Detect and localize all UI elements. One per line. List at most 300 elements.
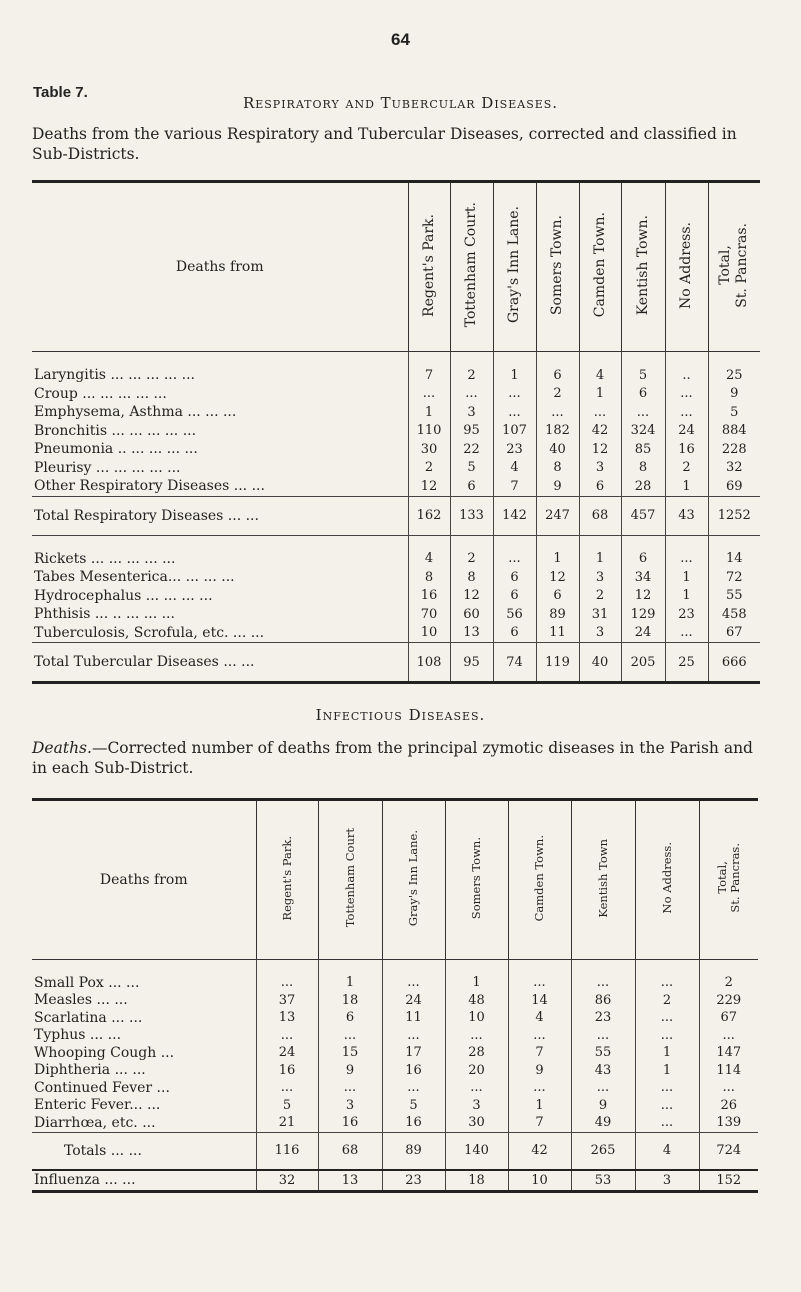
cell-value: 18	[445, 1170, 508, 1192]
table-row	[32, 974, 758, 992]
cell-value: 95	[450, 422, 493, 441]
cell-value: 142	[493, 496, 536, 535]
column-header-line: Gray's Inn Lane.	[406, 829, 420, 927]
row-header: Deaths from	[32, 182, 408, 352]
table-row	[32, 403, 760, 422]
spacer-cell	[579, 535, 621, 550]
cell-value: ...	[621, 403, 665, 422]
row-label: Pneumonia .. ... ... ... ...	[34, 441, 198, 458]
table-row	[32, 568, 760, 587]
column-header-text	[592, 212, 609, 317]
cell-value: 25	[708, 366, 760, 385]
cell-value: 3	[579, 624, 621, 643]
cell-value: 6	[493, 624, 536, 643]
column-header-line: St. Pancras.	[727, 843, 742, 913]
table-row	[32, 440, 760, 459]
cell-value: 67	[699, 1009, 758, 1027]
cell-value: 10	[445, 1009, 508, 1027]
column-header-line: Regent's Park.	[279, 835, 294, 921]
cell-value: 31	[579, 605, 621, 624]
cell-value: 265	[571, 1132, 635, 1170]
cell-value: 12	[579, 440, 621, 459]
cell-value: 74	[493, 643, 536, 683]
cell-value: 55	[708, 587, 760, 606]
column-header	[318, 800, 382, 960]
cell-value: 6	[536, 587, 579, 606]
cell-value: 140	[445, 1132, 508, 1170]
cell-value: 3	[318, 1097, 382, 1115]
cell-value: 139	[699, 1114, 758, 1132]
column-header	[571, 800, 635, 960]
cell-value: ...	[635, 1114, 699, 1132]
cell-value: 8	[408, 568, 450, 587]
cell-value: 10	[408, 624, 450, 643]
cell-value: 24	[621, 624, 665, 643]
table-row	[32, 496, 760, 535]
cell-value: 108	[408, 643, 450, 683]
cell-value: 3	[450, 403, 493, 422]
cell-value: 42	[508, 1132, 571, 1170]
table-row	[32, 1009, 758, 1027]
respiratory-intro: Deaths from the various Respiratory and Tubercular Diseases, corrected and classified in Sub-Districts.	[32, 125, 737, 163]
respiratory-table	[32, 180, 760, 684]
column-header-text	[549, 215, 566, 315]
column-header-text	[506, 206, 523, 323]
spacer-cell	[621, 535, 665, 550]
cell-value: 23	[665, 605, 708, 624]
cell-value: 1	[536, 550, 579, 569]
cell-value: 11	[382, 1009, 445, 1027]
column-header	[256, 800, 318, 960]
column-header-line: No Address.	[659, 842, 674, 914]
cell-value: ..	[665, 366, 708, 385]
row-label: Phthisis ... .. ... ... ...	[34, 606, 175, 623]
row-label: Continued Fever ...	[34, 1079, 170, 1096]
cell-value: 34	[621, 568, 665, 587]
spacer-cell	[665, 535, 708, 550]
spacer-cell	[32, 535, 408, 550]
table-row	[32, 1170, 758, 1192]
row-label: Typhus ... ...	[34, 1027, 122, 1044]
column-header	[382, 800, 445, 960]
spacer-cell	[536, 535, 579, 550]
column-header-line: No Address.	[678, 221, 694, 309]
cell-value: 2	[635, 992, 699, 1010]
cell-value: 11	[536, 624, 579, 643]
cell-value: 70	[408, 605, 450, 624]
column-header-text	[463, 202, 480, 327]
cell-value: 1	[665, 568, 708, 587]
cell-value: 6	[493, 587, 536, 606]
row-label: Diphtheria ... ...	[34, 1062, 146, 1079]
cell-value: 6	[450, 477, 493, 496]
table-row	[32, 1079, 758, 1097]
cell-value: 107	[493, 422, 536, 441]
cell-value: 55	[571, 1044, 635, 1062]
cell-value: 72	[708, 568, 760, 587]
table-row	[32, 1062, 758, 1080]
cell-value: 2	[450, 550, 493, 569]
row-label: Rickets ... ... ... ... ...	[34, 550, 176, 567]
spacer-cell	[508, 960, 571, 975]
cell-value: 8	[450, 568, 493, 587]
cell-value: 12	[408, 477, 450, 496]
cell-value: 16	[382, 1114, 445, 1132]
cell-value: 17	[382, 1044, 445, 1062]
spacer-cell	[708, 535, 760, 550]
table-row	[32, 459, 760, 478]
cell-value: 37	[256, 992, 318, 1010]
spacer-cell	[493, 352, 536, 367]
cell-value: 7	[508, 1044, 571, 1062]
cell-value: 2	[450, 366, 493, 385]
cell-value: 6	[579, 477, 621, 496]
row-label: Totals ... ...	[32, 1132, 256, 1170]
cell-value: 7	[493, 477, 536, 496]
column-header-text	[716, 843, 742, 913]
cell-value: ...	[536, 403, 579, 422]
cell-value: 68	[318, 1132, 382, 1170]
cell-value: ...	[571, 1079, 635, 1097]
column-header-line: Somers Town.	[549, 214, 565, 316]
cell-value: ...	[571, 1027, 635, 1045]
column-header	[536, 182, 579, 352]
cell-value: 5	[708, 403, 760, 422]
spacer-cell	[318, 960, 382, 975]
cell-value: ...	[665, 403, 708, 422]
cell-value: 4	[508, 1009, 571, 1027]
cell-value: 4	[635, 1132, 699, 1170]
cell-value: 152	[699, 1170, 758, 1192]
column-header-line: Camden Town.	[591, 212, 608, 318]
cell-value: 2	[536, 385, 579, 404]
column-header-line: Kentish Town	[595, 838, 610, 918]
cell-value: 67	[708, 624, 760, 643]
cell-value: 4	[493, 459, 536, 478]
cell-value: 16	[408, 587, 450, 606]
table-row	[32, 992, 758, 1010]
column-header-text	[407, 830, 420, 926]
column-header-text	[470, 837, 483, 919]
cell-value: 119	[536, 643, 579, 683]
cell-value: ...	[635, 1027, 699, 1045]
cell-value: 42	[579, 422, 621, 441]
cell-value: 32	[256, 1170, 318, 1192]
cell-value: 12	[450, 587, 493, 606]
cell-value: ...	[256, 974, 318, 992]
column-header-text	[281, 836, 294, 921]
cell-value: 95	[450, 643, 493, 683]
cell-value: 24	[382, 992, 445, 1010]
cell-value: 69	[708, 477, 760, 496]
cell-value: 6	[536, 366, 579, 385]
cell-value: 5	[621, 366, 665, 385]
spacer-cell	[445, 960, 508, 975]
cell-value: ...	[665, 385, 708, 404]
row-label: Bronchitis ... ... ... ... ...	[34, 422, 197, 439]
column-header-line: Total,	[717, 245, 734, 285]
spacer-cell	[708, 352, 760, 367]
cell-value: 1	[408, 403, 450, 422]
cell-value: 68	[579, 496, 621, 535]
cell-value: 4	[579, 366, 621, 385]
table-row	[32, 385, 760, 404]
cell-value: 16	[256, 1062, 318, 1080]
cell-value: ...	[493, 550, 536, 569]
column-header	[699, 800, 758, 960]
cell-value: 24	[665, 422, 708, 441]
cell-value: 1	[635, 1062, 699, 1080]
cell-value: ...	[665, 624, 708, 643]
cell-value: 110	[408, 422, 450, 441]
cell-value: 129	[621, 605, 665, 624]
cell-value: 3	[579, 459, 621, 478]
cell-value: 10	[508, 1170, 571, 1192]
cell-value: ...	[450, 385, 493, 404]
row-label: Total Tubercular Diseases ... ...	[32, 643, 408, 683]
cell-value: ...	[699, 1079, 758, 1097]
cell-value: 2	[579, 587, 621, 606]
column-header-text	[635, 215, 652, 315]
cell-value: 12	[536, 568, 579, 587]
column-header-text	[344, 828, 357, 927]
cell-value: 13	[450, 624, 493, 643]
cell-value: ...	[665, 550, 708, 569]
cell-value: 9	[571, 1097, 635, 1115]
row-label: Tabes Mesenterica... ... ... ...	[34, 569, 235, 586]
cell-value: 1	[665, 477, 708, 496]
cell-value: 2	[699, 974, 758, 992]
cell-value: 1	[665, 587, 708, 606]
row-label: Pleurisy ... ... ... ... ...	[34, 459, 181, 476]
cell-value: 3	[635, 1170, 699, 1192]
column-header-line: Tottenham Court	[342, 828, 357, 928]
cell-value: 4	[408, 550, 450, 569]
infectious-intro	[32, 738, 760, 778]
row-label: Total Respiratory Diseases ... ...	[32, 496, 408, 535]
cell-value: 7	[508, 1114, 571, 1132]
column-header-line: Somers Town.	[469, 836, 483, 920]
cell-value: 147	[699, 1044, 758, 1062]
column-header-line: Camden Town.	[532, 834, 546, 922]
cell-value: ...	[256, 1027, 318, 1045]
row-label: Whooping Cough ...	[34, 1044, 175, 1061]
spacer-cell	[635, 960, 699, 975]
spacer-cell	[621, 352, 665, 367]
column-header-text	[421, 214, 438, 317]
cell-value: 60	[450, 605, 493, 624]
cell-value: ...	[699, 1027, 758, 1045]
cell-value: 228	[708, 440, 760, 459]
cell-value: 89	[382, 1132, 445, 1170]
cell-value: ...	[445, 1079, 508, 1097]
cell-value: 20	[445, 1062, 508, 1080]
column-header-line: Kentish Town.	[634, 214, 651, 316]
table-row	[32, 587, 760, 606]
cell-value: 3	[579, 568, 621, 587]
column-header	[665, 182, 708, 352]
table-row	[32, 1132, 758, 1170]
column-header-text	[597, 839, 610, 918]
cell-value: 24	[256, 1044, 318, 1062]
cell-value: ...	[382, 1079, 445, 1097]
table-row	[32, 550, 760, 569]
intro-italic: Deaths.	[32, 739, 92, 757]
column-header-line: St. Pancras.	[734, 222, 751, 308]
spacer-cell	[408, 352, 450, 367]
cell-value: 12	[621, 587, 665, 606]
column-header	[621, 182, 665, 352]
cell-value: ...	[508, 1079, 571, 1097]
column-header	[450, 182, 493, 352]
cell-value: 48	[445, 992, 508, 1010]
cell-value: ...	[508, 1027, 571, 1045]
cell-value: ...	[318, 1079, 382, 1097]
column-header	[579, 182, 621, 352]
cell-value: 116	[256, 1132, 318, 1170]
spacer-cell	[493, 535, 536, 550]
spacer-cell	[450, 535, 493, 550]
cell-value: 133	[450, 496, 493, 535]
page-number: 64	[391, 30, 410, 49]
cell-value: 26	[699, 1097, 758, 1115]
cell-value: 182	[536, 422, 579, 441]
cell-value: 1252	[708, 496, 760, 535]
infectious-heading: Infectious Diseases.	[315, 706, 486, 724]
cell-value: 23	[571, 1009, 635, 1027]
spacer-cell	[579, 352, 621, 367]
cell-value: 40	[536, 440, 579, 459]
cell-value: 5	[256, 1097, 318, 1115]
column-header-text	[717, 223, 751, 308]
column-header-text	[533, 835, 546, 921]
spacer-cell	[536, 352, 579, 367]
cell-value: 457	[621, 496, 665, 535]
cell-value: 43	[665, 496, 708, 535]
cell-value: ...	[635, 1079, 699, 1097]
cell-value: 1	[635, 1044, 699, 1062]
infectious-table	[32, 798, 758, 1193]
cell-value: 114	[699, 1062, 758, 1080]
table-label: Table 7.	[33, 84, 88, 101]
cell-value: ...	[318, 1027, 382, 1045]
table-row	[32, 1097, 758, 1115]
cell-value: ...	[635, 1009, 699, 1027]
row-header: Deaths from	[32, 800, 256, 960]
row-label: Diarrhœa, etc. ...	[34, 1114, 156, 1131]
cell-value: 23	[493, 440, 536, 459]
cell-value: 13	[318, 1170, 382, 1192]
column-header-text	[661, 842, 674, 913]
cell-value: 1	[318, 974, 382, 992]
table-row	[32, 643, 760, 683]
cell-value: 89	[536, 605, 579, 624]
cell-value: 1	[508, 1097, 571, 1115]
column-header-line: Total,	[714, 861, 729, 895]
cell-value: ...	[493, 403, 536, 422]
spacer-cell	[382, 960, 445, 975]
row-label: Laryngitis ... ... ... ... ...	[34, 367, 195, 384]
row-label: Tuberculosis, Scrofula, etc. ... ...	[34, 624, 265, 641]
cell-value: ...	[508, 974, 571, 992]
cell-value: 16	[318, 1114, 382, 1132]
spacer-cell	[256, 960, 318, 975]
cell-value: ...	[382, 974, 445, 992]
cell-value: ...	[571, 974, 635, 992]
cell-value: 28	[445, 1044, 508, 1062]
row-label: Small Pox ... ...	[34, 974, 140, 991]
table-row	[32, 422, 760, 441]
cell-value: 6	[318, 1009, 382, 1027]
cell-value: 324	[621, 422, 665, 441]
row-label: Hydrocephalus ... ... ... ...	[34, 587, 213, 604]
cell-value: 30	[408, 440, 450, 459]
cell-value: 1	[493, 366, 536, 385]
cell-value: 205	[621, 643, 665, 683]
table-row	[32, 624, 760, 643]
intro-rest: —Corrected number of deaths from the principal zymotic diseases in the Parish and in each Sub-District.	[32, 739, 753, 777]
cell-value: 9	[318, 1062, 382, 1080]
cell-value: 32	[708, 459, 760, 478]
cell-value: 15	[318, 1044, 382, 1062]
cell-value: ...	[408, 385, 450, 404]
cell-value: ...	[382, 1027, 445, 1045]
cell-value: 724	[699, 1132, 758, 1170]
table-row	[32, 366, 760, 385]
cell-value: 14	[508, 992, 571, 1010]
spacer-cell	[408, 535, 450, 550]
cell-value: 7	[408, 366, 450, 385]
cell-value: 86	[571, 992, 635, 1010]
cell-value: 1	[579, 385, 621, 404]
cell-value: 3	[445, 1097, 508, 1115]
cell-value: 1	[445, 974, 508, 992]
row-label: Scarlatina ... ...	[34, 1009, 143, 1026]
cell-value: 13	[256, 1009, 318, 1027]
spacer-cell	[32, 352, 408, 367]
cell-value: 56	[493, 605, 536, 624]
cell-value: 8	[536, 459, 579, 478]
cell-value: ...	[579, 403, 621, 422]
column-header	[708, 182, 760, 352]
cell-value: 9	[508, 1062, 571, 1080]
cell-value: 28	[621, 477, 665, 496]
cell-value: 21	[256, 1114, 318, 1132]
cell-value: 5	[382, 1097, 445, 1115]
cell-value: 458	[708, 605, 760, 624]
cell-value: 40	[579, 643, 621, 683]
spacer-row	[32, 352, 760, 367]
spacer-cell	[571, 960, 635, 975]
cell-value: 666	[708, 643, 760, 683]
cell-value: 6	[621, 385, 665, 404]
cell-value: ...	[445, 1027, 508, 1045]
cell-value: 49	[571, 1114, 635, 1132]
column-header	[493, 182, 536, 352]
cell-value: 53	[571, 1170, 635, 1192]
column-header-line: Tottenham Court.	[463, 202, 479, 328]
spacer-row	[32, 535, 760, 550]
cell-value: 5	[450, 459, 493, 478]
row-label: Enteric Fever... ...	[34, 1097, 161, 1114]
cell-value: ...	[635, 974, 699, 992]
spacer-cell	[699, 960, 758, 975]
spacer-cell	[450, 352, 493, 367]
cell-value: 1	[579, 550, 621, 569]
cell-value: ...	[256, 1079, 318, 1097]
cell-value: 9	[536, 477, 579, 496]
spacer-cell	[665, 352, 708, 367]
